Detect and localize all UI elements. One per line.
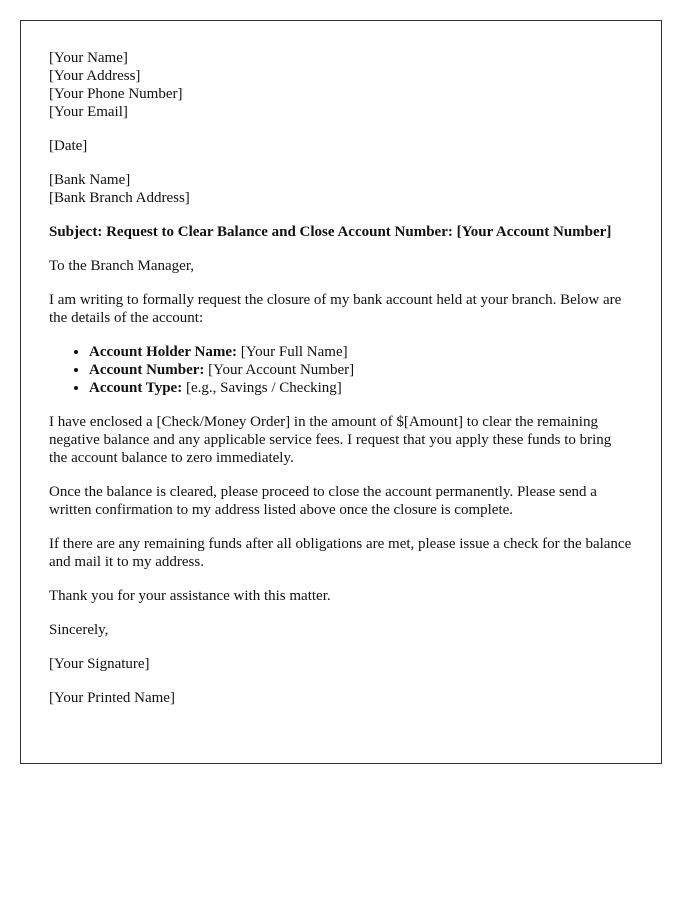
payment-paragraph: I have enclosed a [Check/Money Order] in the amount of $[Amount] to clear the remaining negative balance and any applicable service fees. I request that you apply these funds to bring the account balance to zero immediately. xyxy=(49,414,612,466)
thanks-paragraph: Thank you for your assistance with this matter. xyxy=(49,588,331,604)
list-item xyxy=(89,343,632,361)
sender-address: [Your Address] xyxy=(49,68,141,84)
closure-paragraph: Once the balance is cleared, please proceed to close the account permanently. Please send a written confirmation to my address listed above once the closure is complete. xyxy=(49,484,597,518)
letter xyxy=(20,20,662,764)
sender-name: [Your Name] xyxy=(49,50,128,66)
subject-line: Subject: Request to Clear Balance and Close Account Number: [Your Account Number] xyxy=(49,224,612,240)
detail-label: Account Number: xyxy=(89,362,205,378)
detail-value: [Your Full Name] xyxy=(237,344,348,360)
bank-address: [Bank Branch Address] xyxy=(49,190,190,206)
remaining-funds-paragraph: If there are any remaining funds after all obligations are met, please issue a check for the balance and mail it to my address. xyxy=(49,536,632,570)
detail-value: [Your Account Number] xyxy=(204,362,355,378)
bank-name: [Bank Name] xyxy=(49,172,131,188)
sender-email: [Your Email] xyxy=(49,104,128,120)
detail-label: Account Holder Name: xyxy=(89,344,238,360)
signature: [Your Signature] xyxy=(49,656,150,672)
intro-paragraph: I am writing to formally request the closure of my bank account held at your branch. Below are the details of the account: xyxy=(49,292,622,326)
date: [Date] xyxy=(49,138,88,154)
salutation: To the Branch Manager, xyxy=(49,258,194,274)
closing: Sincerely, xyxy=(49,622,109,638)
sender-block xyxy=(49,49,632,121)
printed-name: [Your Printed Name] xyxy=(49,690,175,706)
detail-value: [e.g., Savings / Checking] xyxy=(182,380,342,396)
list-item xyxy=(89,379,632,397)
list-item xyxy=(89,361,632,379)
account-details-list xyxy=(49,343,632,397)
recipient-block xyxy=(49,171,632,207)
sender-phone: [Your Phone Number] xyxy=(49,86,183,102)
detail-label: Account Type: xyxy=(89,380,183,396)
